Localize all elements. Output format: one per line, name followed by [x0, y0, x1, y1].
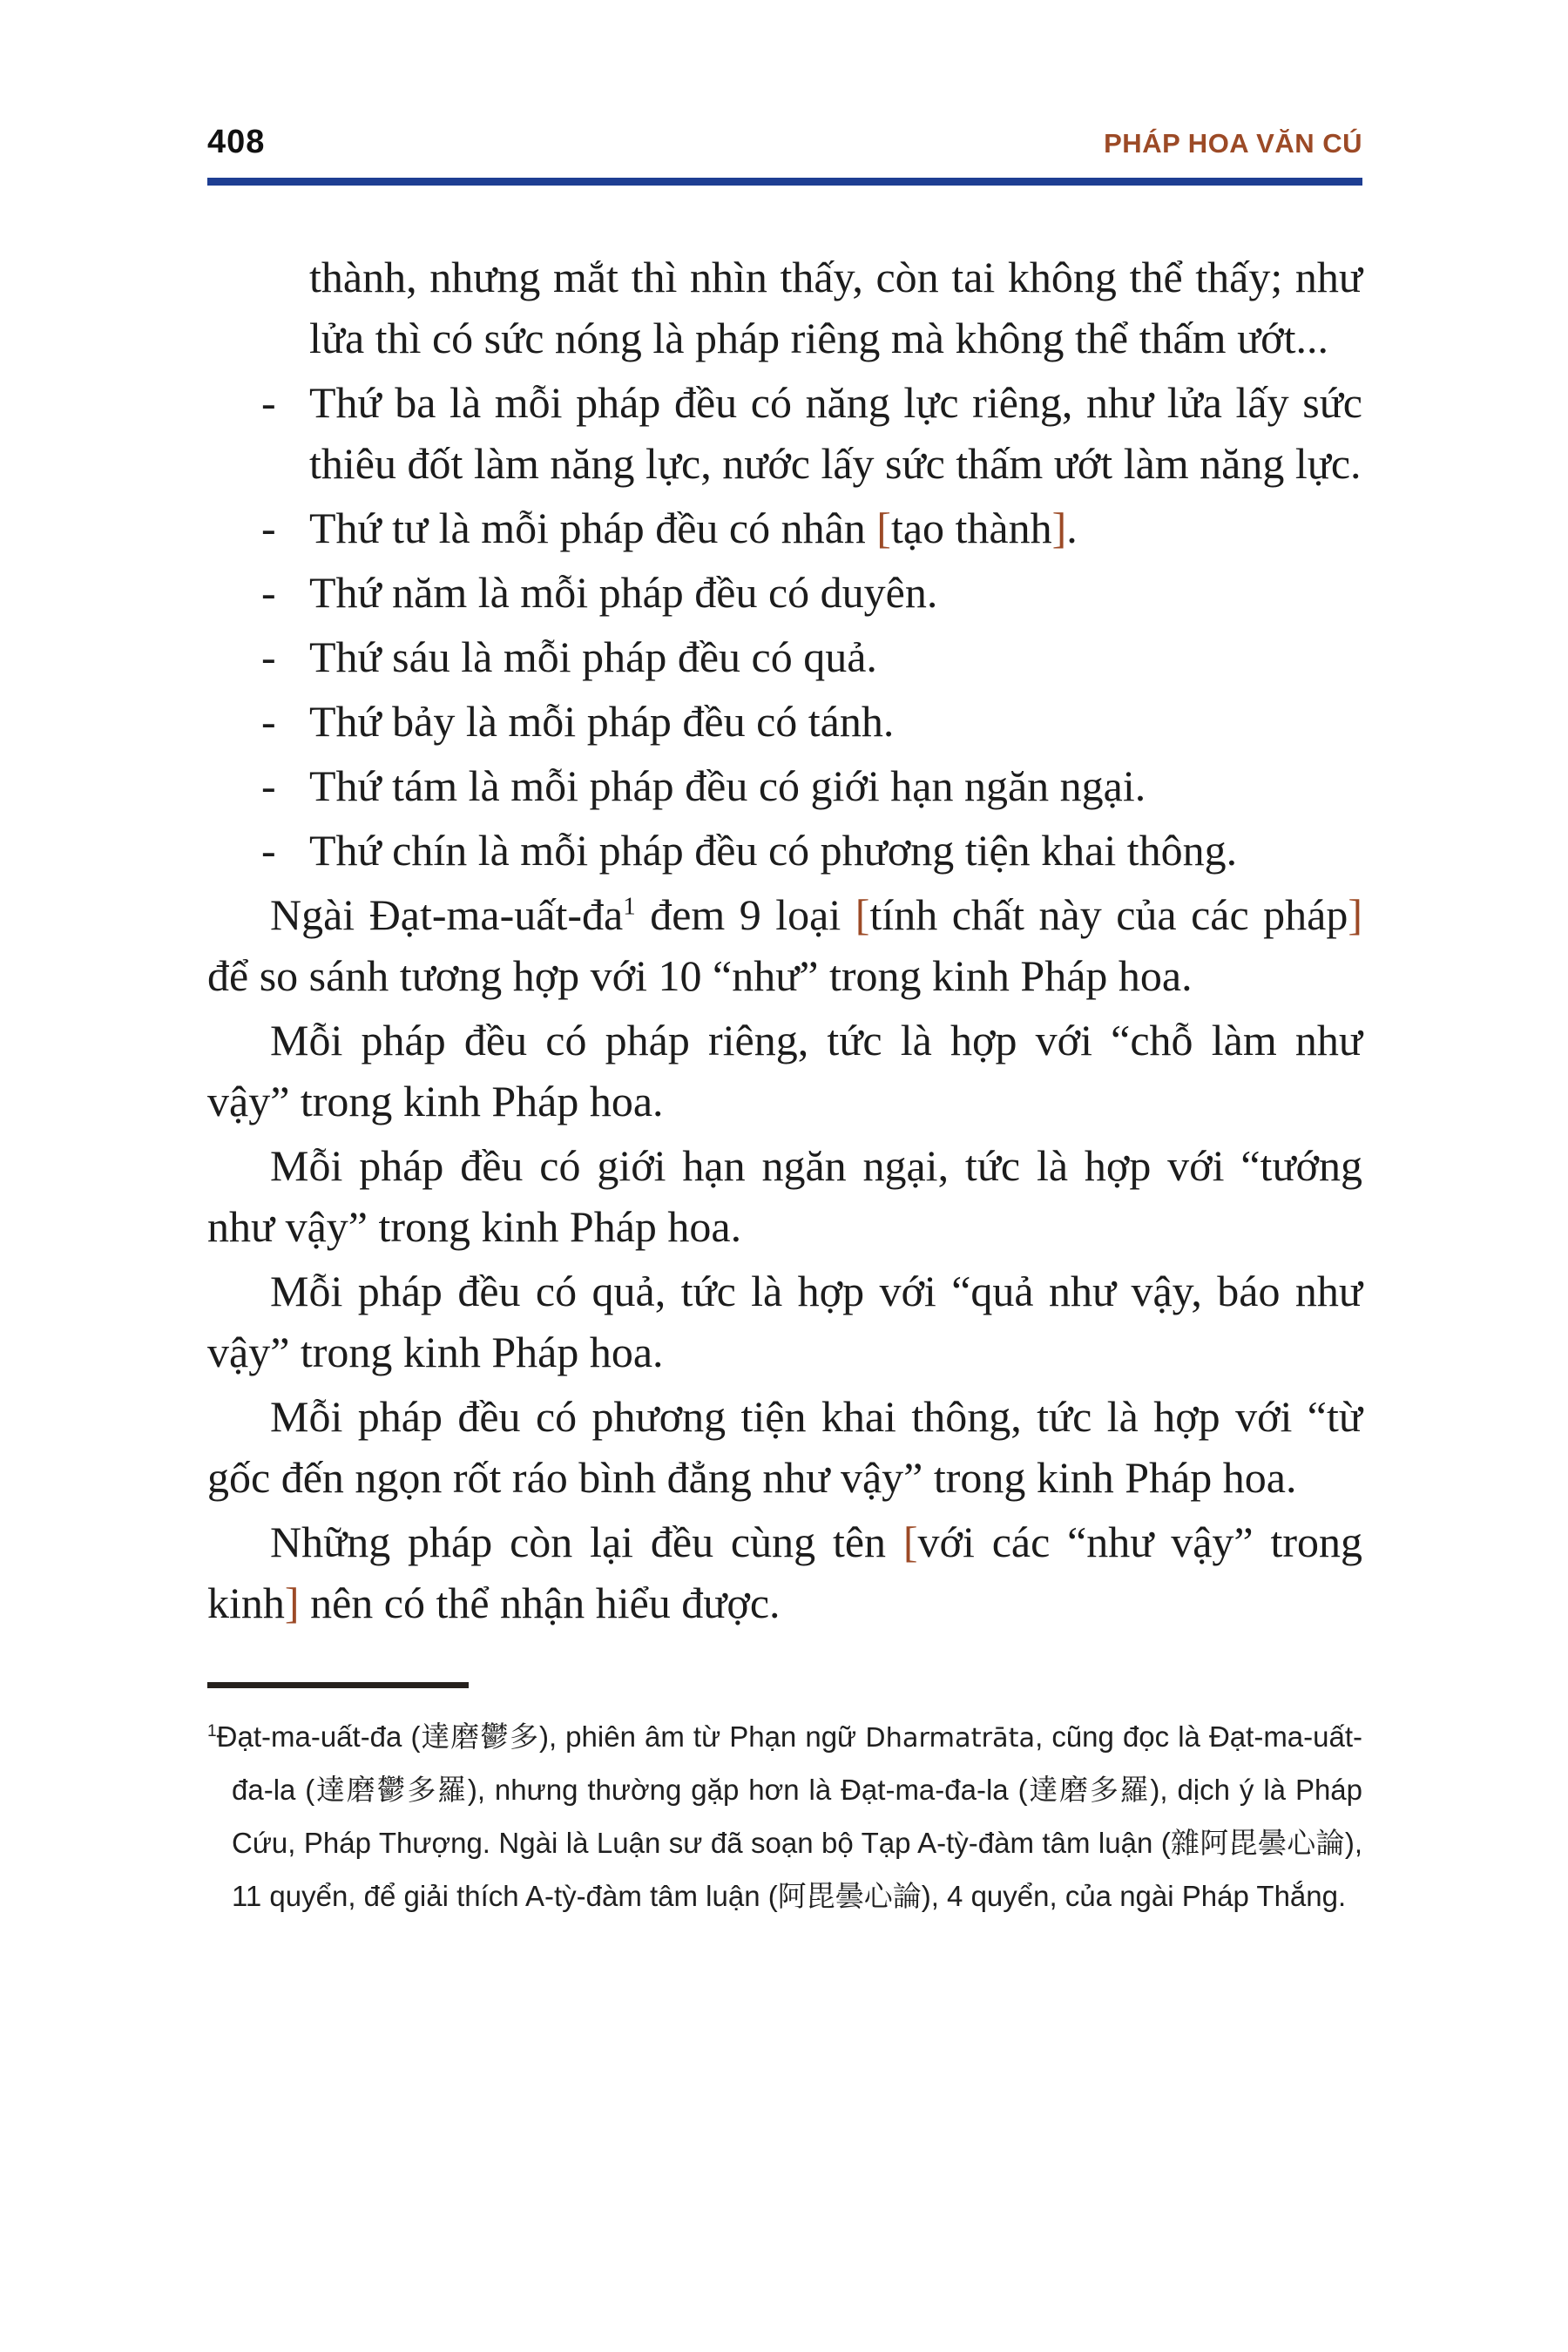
list-item	[207, 497, 1362, 558]
sanskrit-term: Dharmatrāta	[865, 1723, 1036, 1754]
text-segment: ), 4 quyển, của ngài Pháp Thắng.	[921, 1880, 1347, 1912]
text-segment: Mỗi pháp đều có quả, tức là hợp với “quả như vậy, báo như vậy” trong kinh Pháp hoa.	[207, 1267, 1362, 1376]
list-marker: -	[261, 761, 276, 810]
text-segment: Thứ năm là mỗi pháp đều có duyên.	[309, 568, 938, 617]
text-segment: để so sánh tương hợp với 10 “như” trong kinh Pháp hoa.	[207, 951, 1193, 1000]
list-marker: -	[261, 826, 276, 875]
text-segment: , cũng đọc là Đạt-ma-uất-đa-la (	[232, 1720, 1363, 1806]
cjk-text: 達磨多羅	[1027, 1775, 1151, 1807]
text-segment: ), 11 quyển, để giải thích A-tỳ-đàm tâm luận (	[232, 1827, 1362, 1912]
paragraph	[207, 1135, 1362, 1257]
footnote-separator	[207, 1682, 469, 1688]
footnote-ref: 1	[207, 1722, 217, 1740]
cjk-text: 達磨鬱多羅	[314, 1775, 468, 1807]
text-segment: Ngài Đạt-ma-uất-đa	[270, 890, 624, 939]
paragraph	[207, 1260, 1362, 1382]
list-item	[207, 626, 1362, 687]
list-item	[207, 755, 1362, 816]
text-segment: Thứ sáu là mỗi pháp đều có quả.	[309, 632, 877, 681]
body-text	[207, 247, 1362, 1633]
text-segment: ), nhưng thường gặp hơn là Đạt-ma-đa-la (	[467, 1774, 1028, 1806]
list-marker: -	[261, 568, 276, 617]
list-item	[207, 691, 1362, 752]
text-segment: .	[1066, 504, 1078, 552]
cjk-text: 達磨鬱多	[420, 1722, 539, 1754]
running-title: PHÁP HOA VĂN CÚ	[1104, 128, 1362, 159]
text-segment: Mỗi pháp đều có phương tiện khai thông, tức là hợp với “từ gốc đến ngọn rốt ráo bình đẳng như vậy” trong kinh Pháp hoa.	[207, 1392, 1362, 1502]
editorial-bracket: [	[902, 1517, 918, 1566]
text-segment: thành, nhưng mắt thì nhìn thấy, còn tai không thể thấy; như lửa thì có sức nóng là pháp riêng mà không thể thấm ướt...	[309, 253, 1362, 362]
editorial-bracket: ]	[1051, 504, 1067, 552]
continuation-paragraph	[207, 247, 1362, 368]
text-segment: ), dịch ý là Pháp Cứu, Pháp Thượng. Ngài là Luận sư đã soạn bộ Tạp A-tỳ-đàm tâm luận (	[232, 1774, 1363, 1859]
list-item	[207, 820, 1362, 881]
list-item	[207, 562, 1362, 623]
text-segment: Đạt-ma-uất-đa (	[216, 1720, 421, 1753]
list-marker: -	[261, 697, 276, 746]
editorial-bracket: ]	[284, 1578, 300, 1627]
text-segment: Mỗi pháp đều có pháp riêng, tức là hợp với “chỗ làm như vậy” trong kinh Pháp hoa.	[207, 1016, 1362, 1125]
list-marker: -	[261, 632, 276, 681]
paragraph	[207, 1511, 1362, 1633]
text-segment: đem 9 loại	[635, 890, 855, 939]
text-segment: Mỗi pháp đều có giới hạn ngăn ngại, tức là hợp với “tướng như vậy” trong kinh Pháp hoa.	[207, 1141, 1362, 1251]
list-item	[207, 372, 1362, 494]
text-segment: Thứ ba là mỗi pháp đều có năng lực riêng, như lửa lấy sức thiêu đốt làm năng lực, nước lấy sức thấm ướt làm năng lực.	[309, 378, 1362, 488]
text-segment: tính chất này của các pháp	[869, 890, 1348, 939]
page-number: 408	[207, 124, 266, 160]
text-segment: Những pháp còn lại đều cùng tên	[270, 1517, 903, 1566]
list-marker: -	[261, 378, 276, 427]
text-segment: ), phiên âm từ Phạn ngữ	[538, 1720, 866, 1753]
list-marker: -	[261, 504, 276, 552]
footnote-ref: 1	[623, 892, 636, 921]
footnote	[207, 1711, 1362, 1923]
cjk-text: 雜阿毘曇心論	[1170, 1828, 1345, 1860]
editorial-bracket: ]	[1348, 890, 1363, 939]
paragraph	[207, 884, 1362, 1006]
page-header	[207, 122, 1362, 164]
editorial-bracket: [	[876, 504, 891, 552]
paragraph	[207, 1386, 1362, 1508]
cjk-text: 阿毘曇心論	[777, 1882, 922, 1913]
text-segment: Thứ tám là mỗi pháp đều có giới hạn ngăn ngại.	[309, 761, 1146, 810]
editorial-bracket: [	[855, 890, 870, 939]
header-rule	[207, 178, 1362, 186]
paragraph	[207, 1010, 1362, 1132]
text-segment: Thứ tư là mỗi pháp đều có nhân	[309, 504, 877, 552]
text-segment: nên có thể nhận hiểu được.	[299, 1578, 781, 1627]
text-segment: Thứ chín là mỗi pháp đều có phương tiện khai thông.	[309, 826, 1238, 875]
text-segment: tạo thành	[890, 504, 1052, 552]
text-segment: với các “như vậy” trong kinh	[207, 1517, 1362, 1627]
text-segment: Thứ bảy là mỗi pháp đều có tánh.	[309, 697, 895, 746]
